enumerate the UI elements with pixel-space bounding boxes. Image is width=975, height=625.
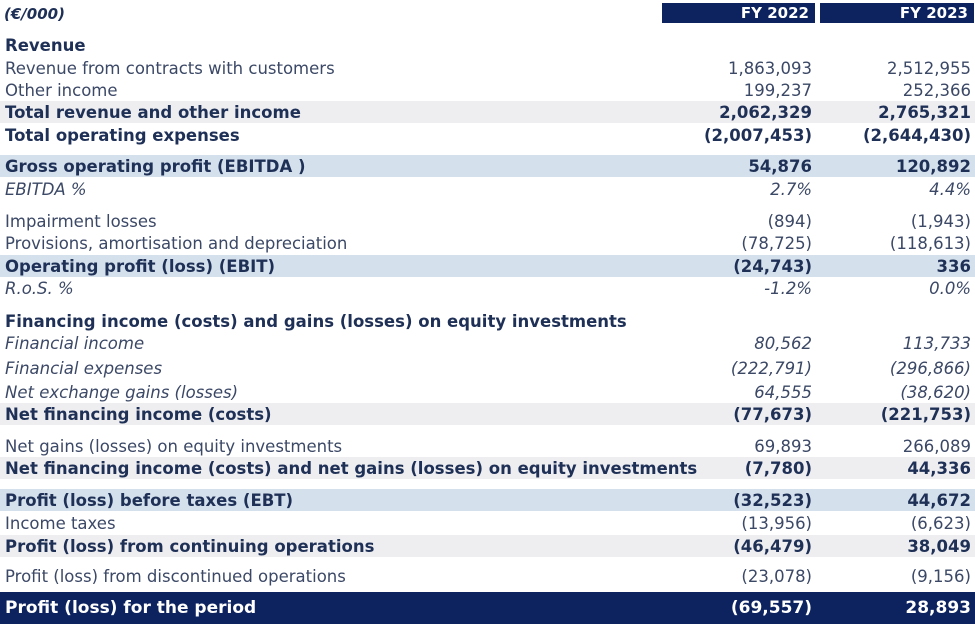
value-fy2022: (24,743) <box>733 256 812 276</box>
table-row <box>0 210 975 232</box>
table-row <box>0 34 975 56</box>
table-row <box>0 101 975 123</box>
row-label: Profit (loss) from continuing operations <box>5 536 375 556</box>
value-fy2023: (9,156) <box>910 566 971 586</box>
value-fy2023: 113,733 <box>902 333 971 353</box>
row-label: Operating profit (loss) (EBIT) <box>5 256 276 276</box>
value-fy2022: (46,479) <box>733 536 812 556</box>
table-row <box>0 232 975 254</box>
table-row <box>0 592 975 624</box>
table-row <box>0 277 975 299</box>
table-row <box>0 457 975 479</box>
table-row <box>0 255 975 277</box>
value-fy2023: (221,753) <box>880 404 971 424</box>
value-fy2022: 1,863,093 <box>728 58 812 78</box>
value-fy2023: 266,089 <box>902 436 971 456</box>
value-fy2023: 44,672 <box>907 490 971 510</box>
value-fy2022: 54,876 <box>748 156 812 176</box>
value-fy2022: (77,673) <box>733 404 812 424</box>
value-fy2022: 2.7% <box>770 179 812 199</box>
table-row <box>0 178 975 200</box>
value-fy2023: 336 <box>936 256 971 276</box>
value-fy2023: 38,049 <box>907 536 971 556</box>
table-row <box>0 332 975 354</box>
row-label: EBITDA % <box>5 179 87 199</box>
row-label: Financial income <box>5 333 145 353</box>
row-label: Provisions, amortisation and depreciation <box>5 233 348 253</box>
row-label: Income taxes <box>5 513 116 533</box>
value-fy2023: (6,623) <box>910 513 971 533</box>
value-fy2023: 4.4% <box>929 179 971 199</box>
row-label: Impairment losses <box>5 211 157 231</box>
value-fy2023: (1,943) <box>910 211 971 231</box>
table-row <box>0 489 975 511</box>
value-fy2022: 2,062,329 <box>719 102 812 122</box>
value-fy2023: 0.0% <box>929 278 971 298</box>
value-fy2022: 199,237 <box>743 80 812 100</box>
column-header-fy2022: FY 2022 <box>662 3 815 23</box>
table-row <box>0 381 975 403</box>
value-fy2023: (118,613) <box>889 233 971 253</box>
row-label: Total revenue and other income <box>5 102 301 122</box>
value-fy2023: 28,893 <box>905 598 971 618</box>
value-fy2022: (894) <box>767 211 812 231</box>
value-fy2022: (23,078) <box>741 566 812 586</box>
table-row <box>0 79 975 101</box>
value-fy2022: 64,555 <box>754 382 812 402</box>
row-label: Net exchange gains (losses) <box>5 382 239 402</box>
row-label: Other income <box>5 80 118 100</box>
table-row <box>0 155 975 177</box>
value-fy2023: 2,512,955 <box>887 58 971 78</box>
table-row <box>0 124 975 146</box>
value-fy2023: (2,644,430) <box>863 125 971 145</box>
value-fy2022: (7,780) <box>744 458 812 478</box>
table-row <box>0 310 975 332</box>
value-fy2023: (296,866) <box>889 358 971 378</box>
value-fy2022: 80,562 <box>754 333 812 353</box>
row-label: Gross operating profit (EBITDA ) <box>5 156 306 176</box>
row-label: Financial expenses <box>5 358 163 378</box>
table-row <box>0 512 975 534</box>
row-label: Total operating expenses <box>5 125 240 145</box>
row-label: Net financing income (costs) <box>5 404 272 424</box>
value-fy2023: 120,892 <box>895 156 971 176</box>
row-label: Profit (loss) for the period <box>5 598 257 618</box>
row-label: Profit (loss) from discontinued operations <box>5 566 346 586</box>
value-fy2022: (222,791) <box>730 358 812 378</box>
row-label: Revenue from contracts with customers <box>5 58 335 78</box>
table-row <box>0 357 975 379</box>
unit-label: (€/000) <box>4 5 65 23</box>
value-fy2023: 44,336 <box>907 458 971 478</box>
value-fy2023: 2,765,321 <box>878 102 971 122</box>
row-label: Net financing income (costs) and net gains (losses) on equity investments <box>5 458 698 478</box>
value-fy2022: -1.2% <box>764 278 812 298</box>
value-fy2022: 69,893 <box>754 436 812 456</box>
table-row <box>0 535 975 557</box>
value-fy2023: (38,620) <box>900 382 971 402</box>
table-row <box>0 403 975 425</box>
row-label: Revenue <box>5 35 86 55</box>
value-fy2022: (13,956) <box>741 513 812 533</box>
value-fy2023: 252,366 <box>902 80 971 100</box>
row-label: Profit (loss) before taxes (EBT) <box>5 490 294 510</box>
row-label: R.o.S. % <box>5 278 74 298</box>
table-row <box>0 435 975 457</box>
value-fy2022: (69,557) <box>730 598 812 618</box>
value-fy2022: (32,523) <box>733 490 812 510</box>
table-row <box>0 57 975 79</box>
column-header-fy2023: FY 2023 <box>820 3 974 23</box>
row-label: Financing income (costs) and gains (losses) on equity investments <box>5 311 627 331</box>
value-fy2022: (78,725) <box>741 233 812 253</box>
table-row <box>0 565 975 587</box>
value-fy2022: (2,007,453) <box>704 125 812 145</box>
row-label: Net gains (losses) on equity investments <box>5 436 343 456</box>
